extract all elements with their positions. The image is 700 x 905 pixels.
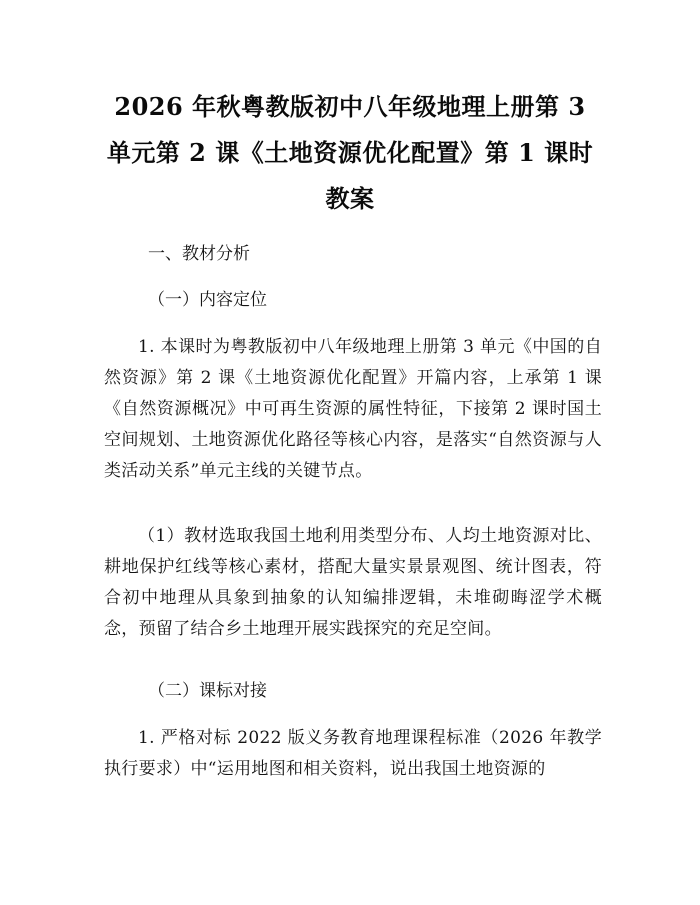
paragraph-curriculum-standard: 1. 严格对标 2022 版义务教育地理课程标准（2026 年教学执行要求）中“运用地图和相关资料，说出我国土地资源的 [104, 728, 602, 779]
subsection-heading-curriculum-alignment: （二）课标对接 [148, 681, 267, 701]
document-title: 2026 年秋粤教版初中八年级地理上册第 3 单元第 2 课《土地资源优化配置》第 1 课时教案 [106, 92, 594, 213]
section-heading-textbook-analysis: 一、教材分析 [148, 244, 250, 264]
subsection-heading-content-positioning: （一）内容定位 [148, 290, 267, 310]
paragraph-textbook-materials: （1）教材选取我国土地利用类型分布、人均土地资源对比、耕地保护红线等核心素材，搭配大量实景景观图、统计图表，符合初中地理从具象到抽象的认知编排逻辑，未堆砌晦涩学术概念，预留了结合乡土地理开展实践探究的充足空间。 [104, 526, 602, 639]
paragraph-course-position: 1. 本课时为粤教版初中八年级地理上册第 3 单元《中国的自然资源》第 2 课《土地资源优化配置》开篇内容，上承第 1 课《自然资源概况》中可再生资源的属性特征，下接第 2 课时国土空间规划、土地资源优化路径等核心内容，是落实“自然资源与人类活动关系”单元主线的关键节点。 [104, 337, 602, 481]
